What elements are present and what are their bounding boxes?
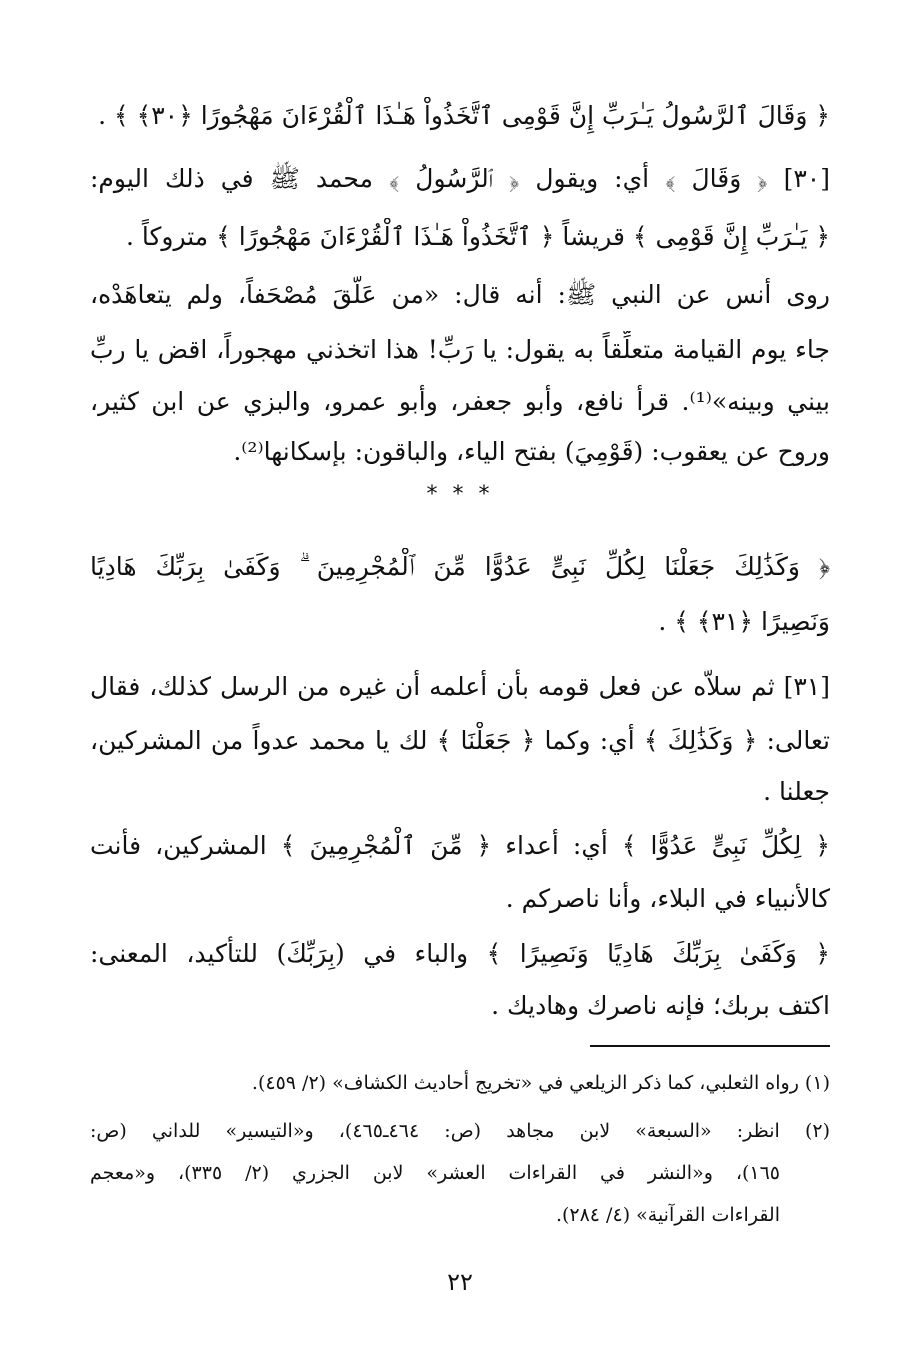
hadith-line-3: بيني وبينه»⁽¹⁾. قرأ نافع، وأبو جعفر، وأبو عمرو، والبزي عن ابن كثير، [90, 387, 830, 416]
footnote-2-line-3: القراءات القرآنية» (٤/ ٢٨٤). [555, 1204, 780, 1226]
section-separator: * * * [426, 482, 494, 507]
verse-31-line-1: ﴿ وَكَذَٰلِكَ جَعَلْنَا لِكُلِّ نَبِىٍّ عَدُوًّا مِّنَ ٱلْمُجْرِمِينَ ۗ وَكَفَىٰ بِرَبِّكَ هَادِيًا [90, 552, 830, 581]
footnote-2-line-1: (٢) انظر: «السبعة» لابن مجاهد (ص: ٤٦٤ـ٤٦٥)، و«التيسير» للداني (ص: [90, 1120, 830, 1142]
tafsir-31-line-2: تعالى: ﴿ وَكَذَٰلِكَ ﴾ أي: وكما ﴿ جَعَلْنَا ﴾ لك يا محمد عدواً من المشركين، [90, 726, 830, 755]
tafsir-30-line-2: ﴿ يَـٰرَبِّ إِنَّ قَوْمِى ﴾ قريشاً ﴿ ٱتَّخَذُواْ هَـٰذَا ٱلْقُرْءَانَ مَهْجُورًا ﴾ متروكاً . [125, 222, 830, 251]
tafsir-31-line-7: اكتف بربك؛ فإنه ناصرك وهاديك . [491, 991, 830, 1020]
verse-30: ﴿ وَقَالَ ٱلرَّسُولُ يَـٰرَبِّ إِنَّ قَوْمِى ٱتَّخَذُواْ هَـٰذَا ٱلْقُرْءَانَ مَهْجُورًا ﴿٣٠﴾ ﴾ . [98, 101, 830, 130]
footnote-2-line-2: ١٦٥)، و«النشر في القراءات العشر» لابن الجزري (٢/ ٣٣٥)، و«معجم [90, 1162, 780, 1184]
tafsir-31-line-1: [٣١] ثم سلاّه عن فعل قومه بأن أعلمه أن غيره من الرسل كذلك، فقال [90, 672, 830, 701]
footnote-1: (١) رواه الثعلبي، كما ذكر الزيلعي في «تخريج أحاديث الكشاف» (٢/ ٤٥٩). [251, 1072, 830, 1094]
hadith-line-1: روى أنس عن النبي ﷺ: أنه قال: «من عَلَّقَ مُصْحَفاً، ولم يتعاهَدْه، [90, 280, 830, 309]
tafsir-31-line-5: كالأنبياء في البلاء، وأنا ناصركم . [505, 884, 830, 913]
tafsir-31-line-4: ﴿ لِكُلِّ نَبِىٍّ عَدُوًّا ﴾ أي: أعداء ﴿ مِّنَ ٱلْمُجْرِمِينَ ﴾ المشركين، فأنت [90, 831, 830, 860]
footnote-divider [590, 1045, 830, 1047]
tafsir-31-line-6: ﴿ وَكَفَىٰ بِرَبِّكَ هَادِيًا وَنَصِيرًا ﴾ والباء في (بِرَبِّكَ) للتأكيد، المعنى: [90, 939, 830, 968]
tafsir-30-line-1: [٣٠] ﴿ وَقَالَ ﴾ أي: ويقول ﴿ ٱلرَّسُولُ ﴾ محمد ﷺ في ذلك اليوم: [90, 164, 830, 193]
verse-31-line-2: وَنَصِيرًا ﴿٣١﴾ ﴾ . [658, 607, 830, 636]
hadith-line-4: وروح عن يعقوب: (قَوْمِيَ) بفتح الياء، والباقون: بإسكانها⁽²⁾. [233, 437, 830, 466]
tafsir-31-line-3: جعلنا . [763, 777, 830, 806]
page-number: ٢٢ [447, 1268, 473, 1296]
hadith-line-2: جاء يوم القيامة متعلِّقاً به يقول: يا رَبِّ! هذا اتخذني مهجوراً، اقض يا ربِّ [90, 335, 830, 364]
